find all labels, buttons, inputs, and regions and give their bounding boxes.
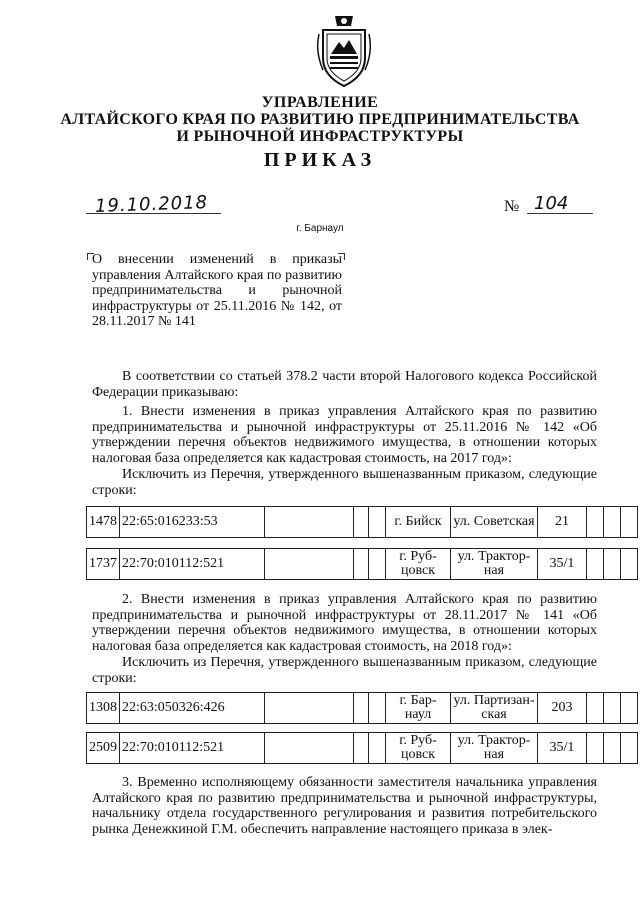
empty-cell [369,733,386,764]
row-number: 1478 [87,507,120,538]
handwritten-number: 104 [534,193,569,214]
house-cell: 35/1 [538,549,587,580]
intro-paragraph: В соответствии со статьей 378.2 части второй Налогового кодекса Российской Федерации приказываю: [92,369,597,400]
table-row [87,549,638,580]
empty-cell [354,733,369,764]
empty-cell [604,507,621,538]
empty-cell [604,549,621,580]
item-2-paragraph: 2. Внести изменения в приказ управления Алтайского края по развитию предпринимательства и рыночной инфраструктуры от 28.11.2017 № 141 «Об утверждении перечня объектов недвижимого имущества, в отношении которых налоговая база определяется как кадастровая стоимость, на 2018 год»: [92,592,597,654]
table-row [87,693,638,724]
house-cell: 21 [538,507,587,538]
empty-cell [621,733,638,764]
row-number: 1308 [87,693,120,724]
coat-of-arms-emblem [315,12,373,90]
empty-cell [354,549,369,580]
street-cell: ул. Трактор-ная [451,733,538,764]
city-cell: г. Руб-цовск [386,549,451,580]
empty-cell [587,733,604,764]
street-cell: ул. Трактор-ная [451,549,538,580]
empty-cell [265,733,354,764]
empty-cell [369,693,386,724]
number-label: № [504,198,520,215]
empty-cell [587,693,604,724]
excluded-rows-table-1 [86,506,638,538]
empty-cell [621,507,638,538]
empty-cell [354,507,369,538]
empty-cell [604,693,621,724]
item-1-paragraph: 1. Внести изменения в приказ управления Алтайского края по развитию предпринимательства и рыночной инфраструктуры от 25.11.2016 № 142 «Об утверждении перечня объектов недвижимого имущества, в отношении которых налоговая база определяется как кадастровая стоимость, на 2017 год»: [92,404,597,466]
house-cell: 35/1 [538,733,587,764]
exclude-1-paragraph: Исключить из Перечня, утвержденного вышеназванным приказом, следующие строки: [92,467,597,498]
table-row [87,733,638,764]
excluded-rows-table-3 [86,692,638,724]
org-name-line-2: АЛТАЙСКОГО КРАЯ ПО РАЗВИТИЮ ПРЕДПРИНИМАТЕЛЬСТВА [60,111,580,128]
empty-cell [587,507,604,538]
empty-cell [621,693,638,724]
row-number: 1737 [87,549,120,580]
house-cell: 203 [538,693,587,724]
cadastral-number: 22:63:050326:426 [120,693,265,724]
handwritten-date: 19.10.2018 [94,192,209,217]
city-cell: г. Бийск [386,507,451,538]
order-subject: О внесении изменений в приказы управления Алтайского края по развитию предпринимательства и рыночной инфраструктуры от 25.11.2016 № 142, от 28.11.2017 № 141 [92,252,342,329]
item-3-paragraph: 3. Временно исполняющему обязанности заместителя начальника управления Алтайского края по развитию предпринимательства и рыночной инфраструктуры, начальнику отдела государственного регулирования и развития потребительского рынка Денежкиной Г.М. обеспечить направление настоящего приказа в элек- [92,775,597,837]
excluded-rows-table-4 [86,732,638,764]
empty-cell [604,733,621,764]
empty-cell [265,549,354,580]
empty-cell [265,507,354,538]
table-row [87,507,638,538]
empty-cell [369,549,386,580]
empty-cell [265,693,354,724]
street-cell: ул. Советская [451,507,538,538]
empty-cell [587,549,604,580]
excluded-rows-table-2 [86,548,638,580]
empty-cell [369,507,386,538]
row-number: 2509 [87,733,120,764]
empty-cell [621,549,638,580]
document-type: ПРИКАЗ [263,149,377,171]
org-name-line-1: УПРАВЛЕНИЕ [261,94,379,111]
cadastral-number: 22:70:010112:521 [120,549,265,580]
exclude-2-paragraph: Исключить из Перечня, утвержденного вышеназванным приказом, следующие строки: [92,655,597,686]
org-name-line-3: И РЫНОЧНОЙ ИНФРАСТРУКТУРЫ [176,128,464,145]
street-cell: ул. Партизан-ская [451,693,538,724]
city-cell: г. Руб-цовск [386,733,451,764]
empty-cell [354,693,369,724]
cadastral-number: 22:65:016233:53 [120,507,265,538]
city-label: г. Барнаул [296,223,344,234]
city-cell: г. Бар-наул [386,693,451,724]
cadastral-number: 22:70:010112:521 [120,733,265,764]
